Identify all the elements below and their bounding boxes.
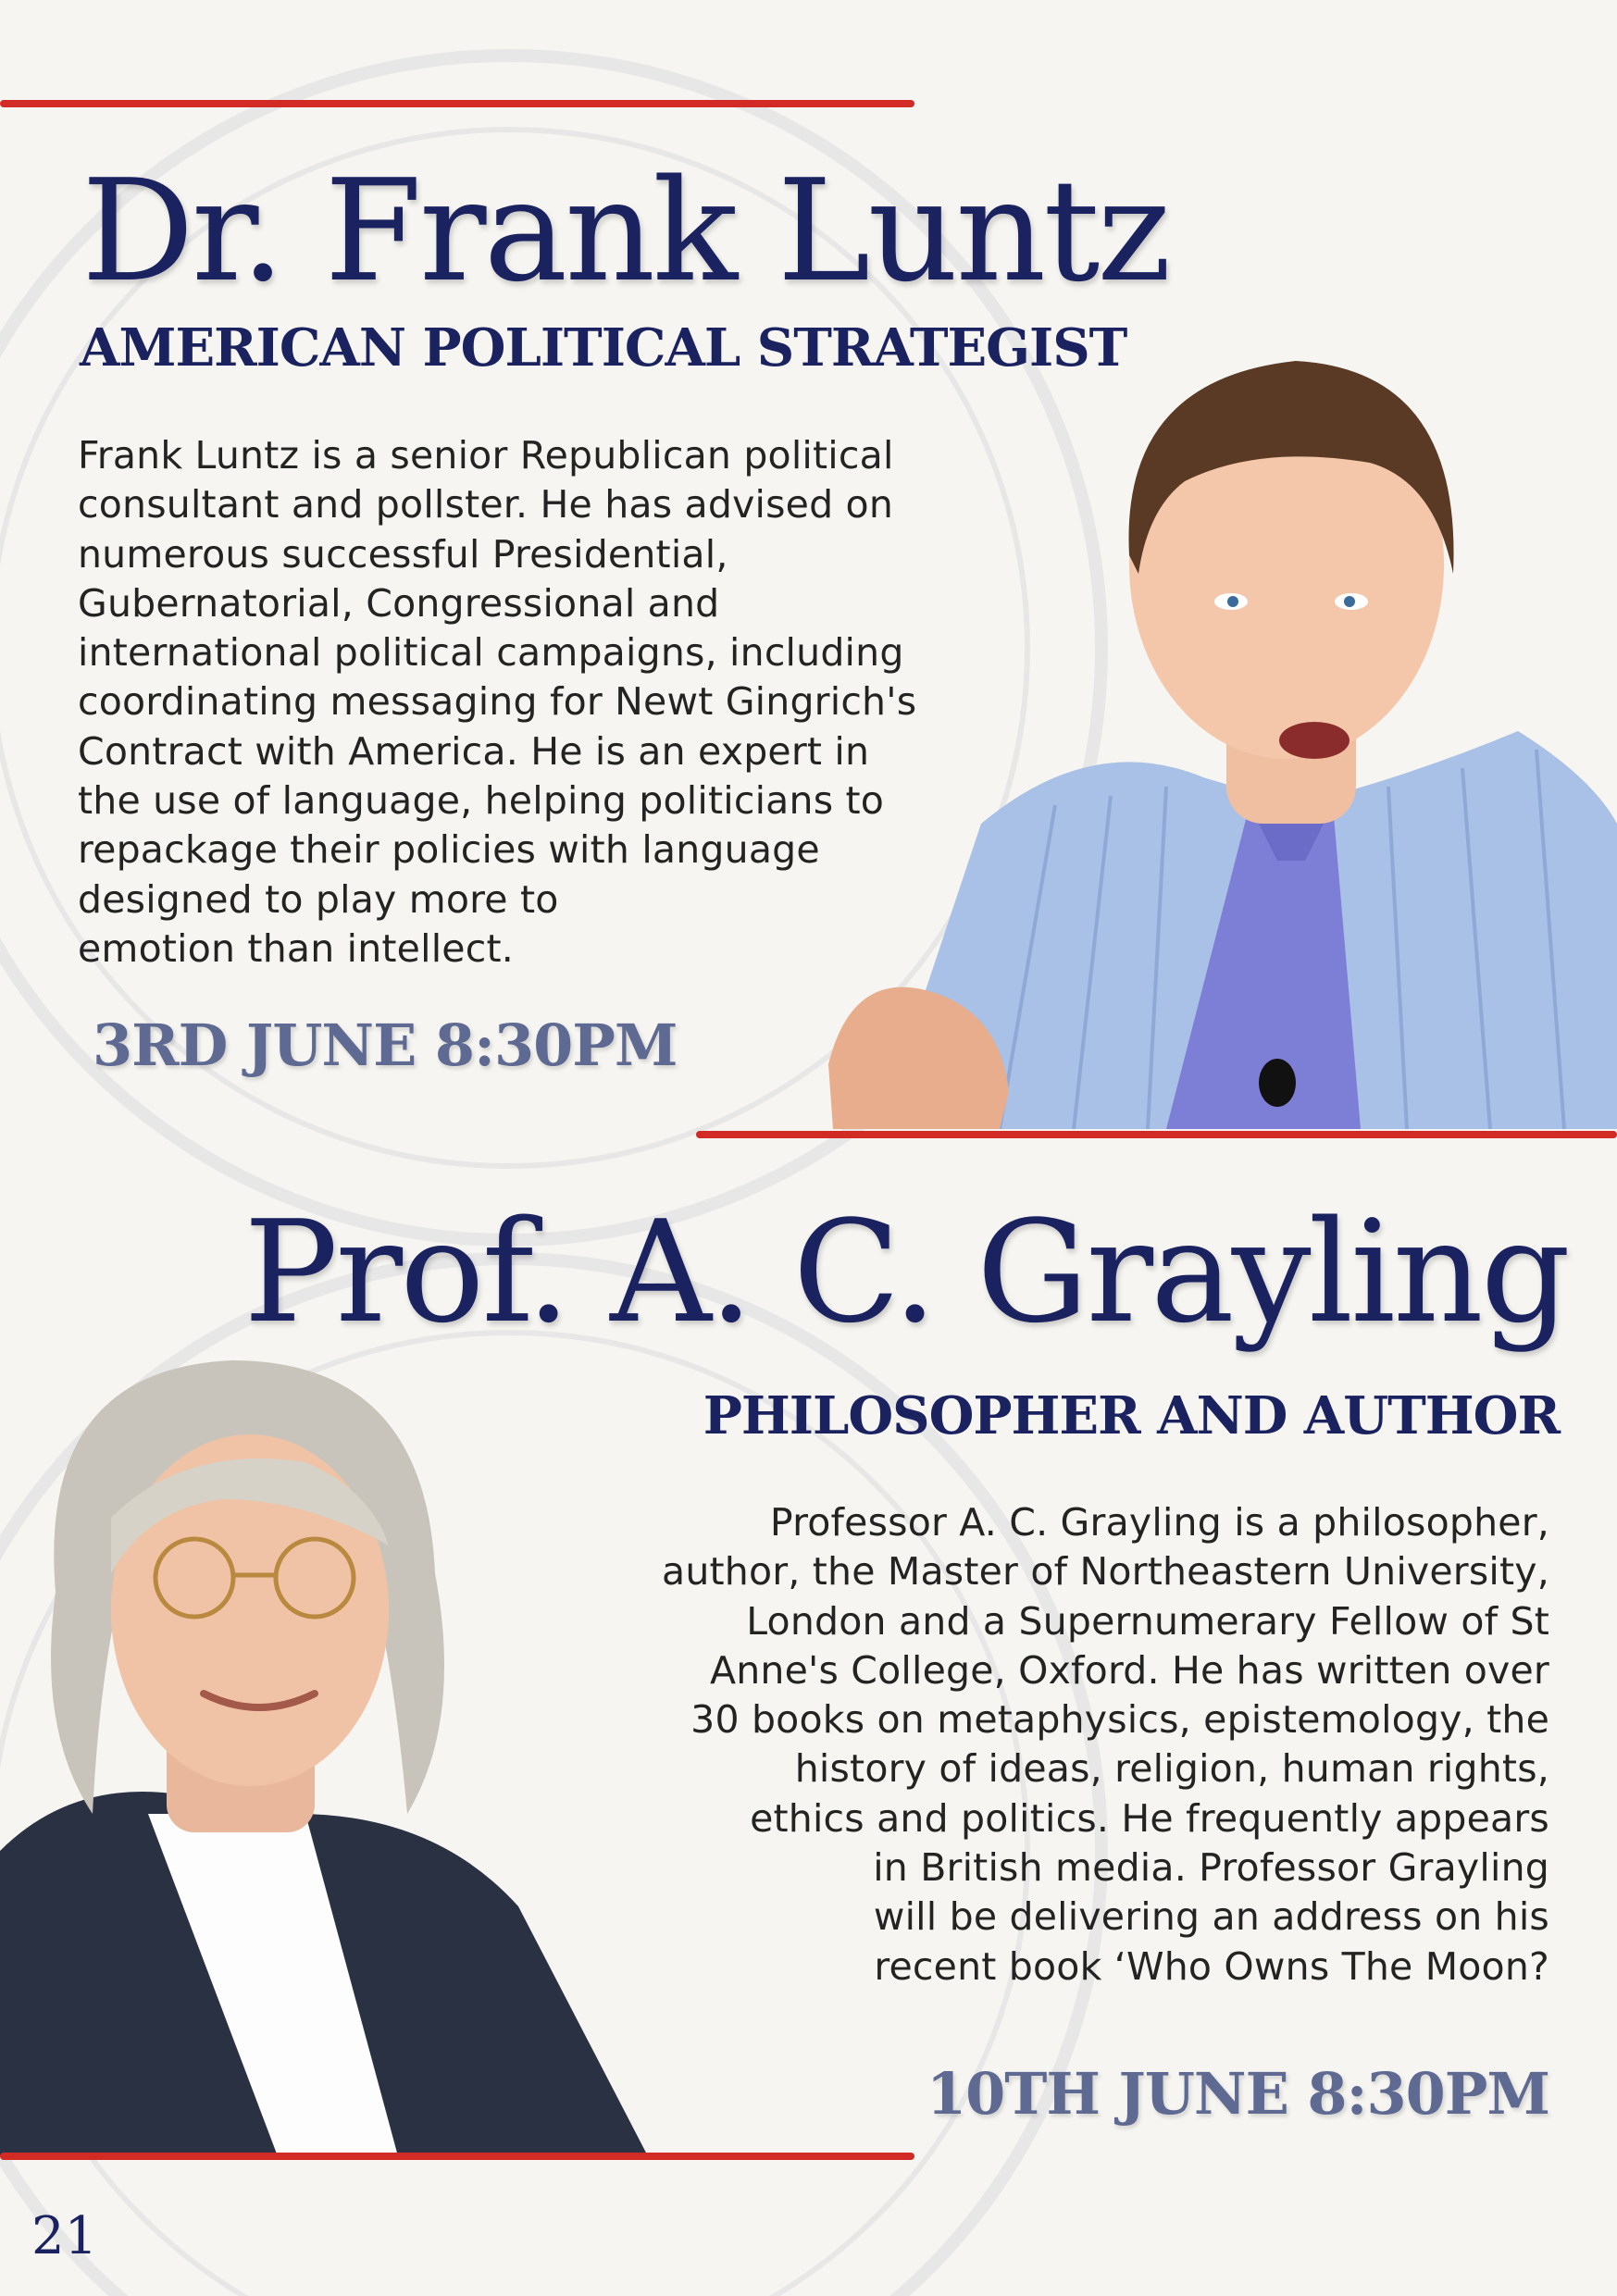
bio-line: Anne's College, Oxford. He has written over [709, 1647, 1549, 1693]
speaker-1-date: 3RD JUNE 8:30PM [93, 1011, 678, 1079]
speaker-2-date: 10TH JUNE 8:30PM [926, 2060, 1549, 2128]
speaker-1-photo [815, 342, 1617, 1129]
bio-line: ethics and politics. He frequently appears [750, 1795, 1549, 1841]
bio-line: 30 books on metaphysics, epistemology, the [690, 1697, 1549, 1743]
speaker-1-bio [78, 431, 916, 974]
speaker-1-role: AMERICAN POLITICAL STRATEGIST [80, 317, 1127, 379]
bio-line: repackage their policies with language [78, 827, 820, 873]
bio-line: international political campaigns, including [78, 630, 904, 676]
bio-line: the use of language, helping politicians to [78, 778, 885, 824]
bio-line: numerous successful Presidential, [78, 531, 728, 577]
bio-line: emotion than intellect. [78, 925, 514, 971]
bio-line: coordinating messaging for Newt Gingrich's [78, 679, 917, 725]
bio-line: consultant and pollster. He has advised on [78, 482, 894, 527]
bio-line: Frank Luntz is a senior Republican political [78, 433, 894, 478]
speaker-2-name: Prof. A. C. Grayling [243, 1190, 1568, 1354]
bottom-red-rule [0, 2153, 914, 2160]
bio-line: history of ideas, religion, human rights, [794, 1746, 1549, 1792]
speaker-1-name: Dr. Frank Luntz [81, 149, 1169, 313]
speaker-2-bio [662, 1498, 1549, 1992]
speaker-2-role: PHILOSOPHER AND AUTHOR [703, 1385, 1560, 1446]
bio-line: designed to play more to [78, 876, 559, 922]
middle-red-rule [696, 1131, 1617, 1138]
page-number: 21 [31, 2206, 98, 2266]
bio-line: London and a Supernumerary Fellow of St [746, 1598, 1549, 1644]
bio-line: Contract with America. He is an expert in [78, 728, 870, 774]
bio-line: will be delivering an address on his [873, 1894, 1549, 1940]
bio-line: recent book ‘Who Owns The Moon? [874, 1943, 1549, 1989]
bio-line: author, the Master of Northeastern University, [662, 1549, 1549, 1595]
speaker-2-photo [0, 1333, 648, 2156]
top-red-rule [0, 100, 914, 107]
bio-line: in British media. Professor Grayling [873, 1845, 1549, 1891]
bio-line: Professor A. C. Grayling is a philosopher, [769, 1500, 1549, 1545]
bio-line: Gubernatorial, Congressional and [78, 580, 720, 626]
